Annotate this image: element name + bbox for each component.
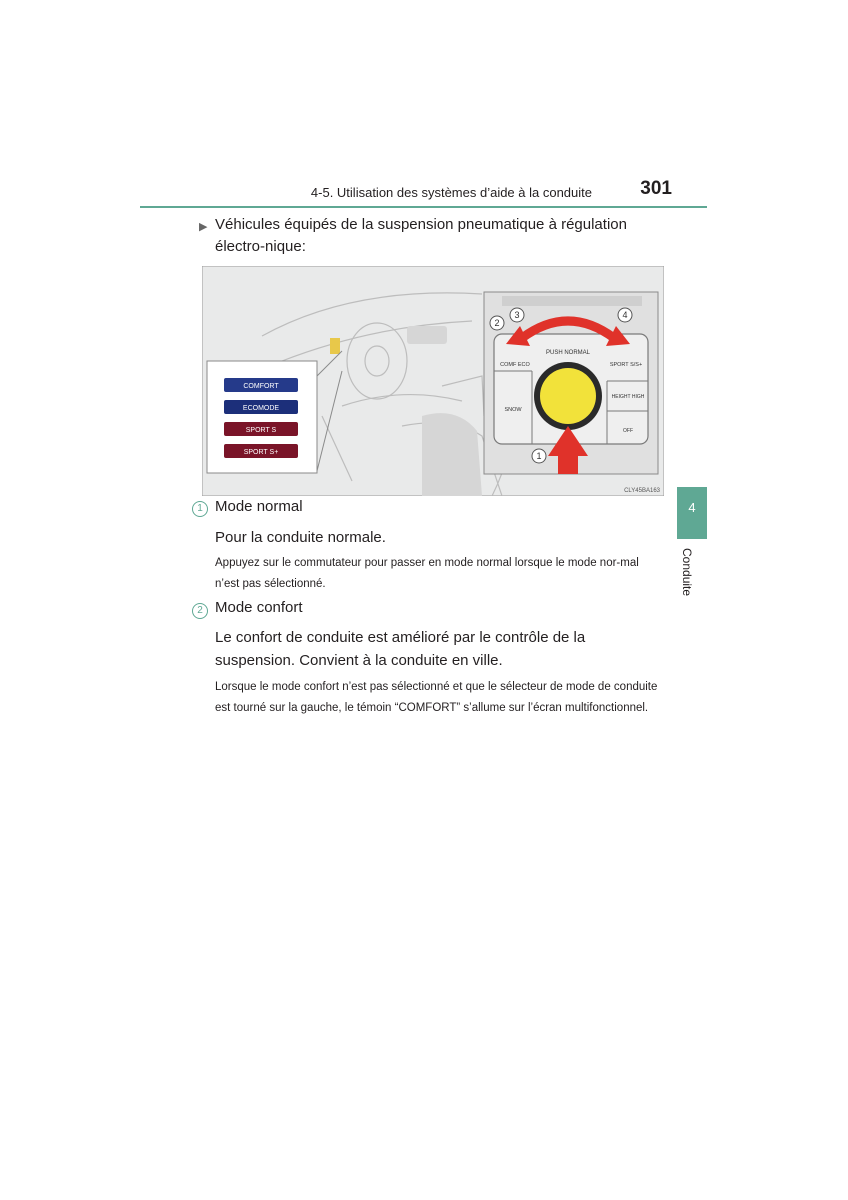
display-label-sport-s: SPORT S bbox=[245, 427, 277, 434]
panel-label-sport: SPORT S/S+ bbox=[609, 362, 643, 368]
header-rule bbox=[140, 206, 707, 208]
item-1-body: Pour la conduite normale. bbox=[215, 529, 386, 546]
panel-label-snow: SNOW bbox=[504, 407, 522, 413]
chapter-label: Conduite bbox=[680, 548, 694, 597]
panel-label-off: OFF bbox=[623, 428, 633, 434]
display-label-sport-s-plus: SPORT S+ bbox=[243, 449, 279, 456]
item-2-number-badge: 2 bbox=[192, 603, 208, 619]
suspension-mode-figure bbox=[202, 266, 664, 496]
callout-3 bbox=[510, 308, 524, 322]
svg-text:1: 1 bbox=[536, 451, 542, 461]
page-number: 301 bbox=[640, 178, 672, 199]
svg-text:4: 4 bbox=[622, 310, 628, 320]
callout-1 bbox=[532, 449, 546, 463]
callout-2 bbox=[490, 316, 504, 330]
section-title: 4-5. Utilisation des systèmes d’aide à la conduite bbox=[310, 185, 592, 200]
item-2-note: Lorsque le mode confort n’est pas sélectionné et que le sélecteur de mode de conduite est tourné sur la gauche, le témoin “COMFORT” s’allume sur l’écran multifonctionnel. bbox=[215, 681, 658, 714]
figure-illustration bbox=[202, 266, 664, 496]
chapter-number: 4 bbox=[688, 500, 696, 515]
callout-4 bbox=[618, 308, 632, 322]
item-1-title: Mode normal bbox=[215, 498, 303, 515]
item-1-number-badge: 1 bbox=[192, 501, 208, 517]
item-2-title: Mode confort bbox=[215, 599, 303, 616]
display-label-comfort: COMFORT bbox=[243, 383, 279, 390]
figure-code: CLY45BA163 bbox=[624, 488, 660, 494]
panel-label-height: HEIGHT HIGH bbox=[611, 394, 645, 400]
display-label-ecomode: ECOMODE bbox=[242, 405, 280, 412]
item-2-body: Le confort de conduite est amélioré par le contrôle de la suspension. Convient à la conduite en ville. bbox=[215, 629, 586, 669]
item-1-note: Appuyez sur le commutateur pour passer en mode normal lorsque le mode nor-mal n’est pas sélectionné. bbox=[215, 557, 639, 590]
svg-text:2: 2 bbox=[494, 318, 500, 328]
intro-text: Véhicules équipés de la suspension pneumatique à régulation électro-nique: bbox=[215, 216, 627, 255]
chapter-label-container bbox=[680, 548, 704, 608]
panel-label-push-normal: PUSH NORMAL bbox=[545, 350, 591, 356]
svg-text:3: 3 bbox=[514, 310, 520, 320]
bullet-arrow-icon: ▶ bbox=[199, 221, 208, 233]
panel-label-comf-eco: COMF ECO bbox=[500, 362, 530, 368]
